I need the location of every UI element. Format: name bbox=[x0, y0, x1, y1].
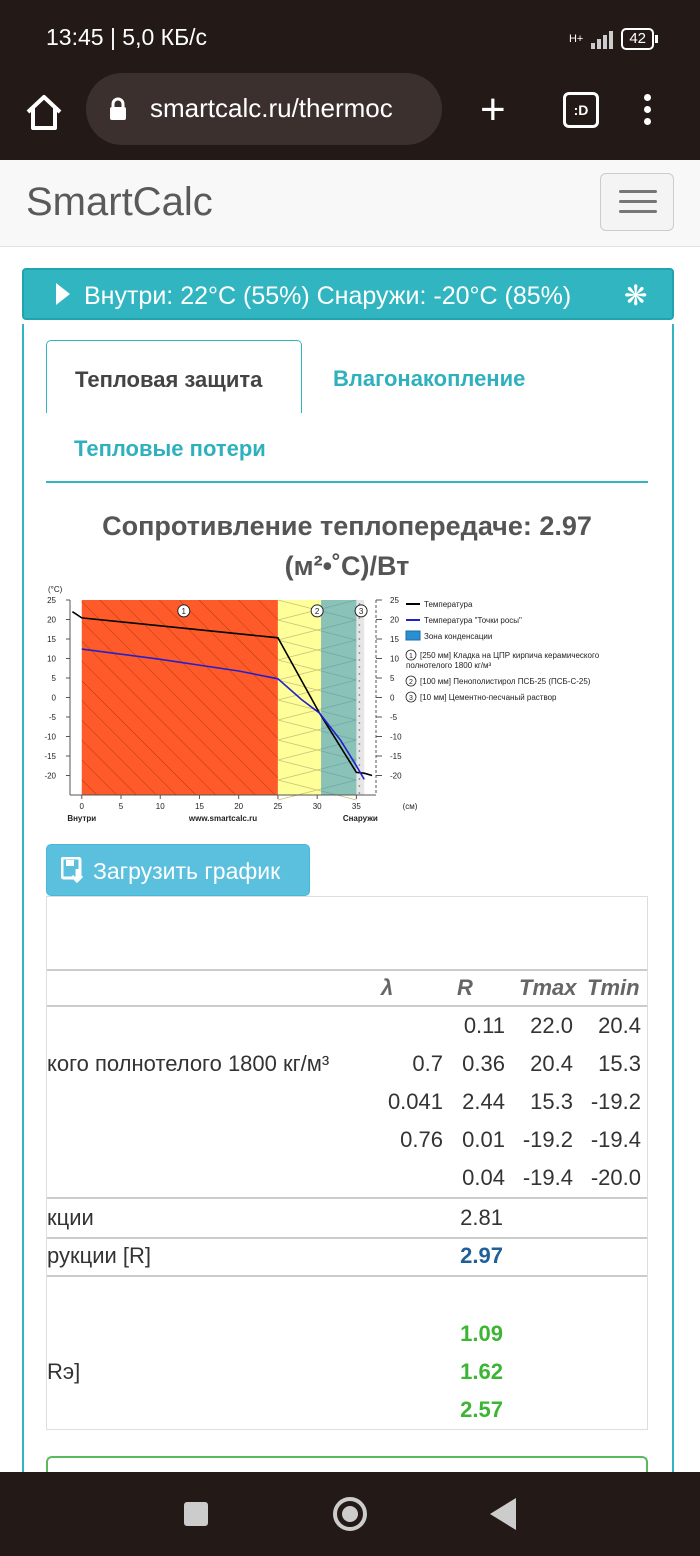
y-tick-label: 25 bbox=[47, 596, 56, 605]
layer-tmax: 15.3 bbox=[530, 1089, 573, 1114]
y-unit-label: (°C) bbox=[48, 585, 63, 594]
plaster-dot bbox=[358, 645, 360, 647]
plaster-dot bbox=[358, 736, 360, 738]
y-tick-label: -5 bbox=[48, 713, 56, 722]
x-label-site: www.smartcalc.ru bbox=[188, 814, 258, 823]
x-tick-label: 35 bbox=[351, 802, 361, 811]
y-tick-label-right: -5 bbox=[390, 713, 398, 722]
home-circle-icon[interactable] bbox=[333, 1497, 367, 1531]
layer-marker-label: 3 bbox=[358, 606, 364, 616]
header-tmax: Tmax bbox=[519, 975, 577, 1000]
play-icon bbox=[56, 283, 70, 305]
layers-table bbox=[46, 896, 648, 1430]
layer-tmin: 20.4 bbox=[598, 1013, 641, 1038]
legend-layer-number: 1 bbox=[409, 653, 413, 660]
x-label-inside: Внутри bbox=[67, 814, 97, 823]
y-tick-label-right: -20 bbox=[390, 771, 402, 781]
table-row bbox=[47, 1013, 648, 1049]
status-time: 13:45 | 5,0 КБ/с bbox=[46, 24, 208, 50]
layer-tmin: -20.0 bbox=[590, 1165, 641, 1190]
snowflake-icon: ❋ bbox=[624, 280, 648, 311]
layer-r: 2.44 bbox=[462, 1089, 505, 1114]
back-icon[interactable] bbox=[490, 1498, 516, 1530]
plaster-dot bbox=[358, 729, 360, 731]
x-tick-label: 5 bbox=[118, 802, 124, 811]
plaster-dot bbox=[358, 764, 360, 766]
download-icon bbox=[61, 857, 85, 883]
table-row bbox=[47, 1089, 648, 1125]
norm-value: 2.57 bbox=[460, 1397, 503, 1422]
material-layer bbox=[356, 600, 364, 795]
site-logo[interactable]: SmartCalc bbox=[26, 180, 213, 224]
x-tick-label: 30 bbox=[312, 802, 322, 811]
plaster-dot bbox=[358, 750, 360, 752]
new-tab-icon[interactable]: + bbox=[480, 85, 506, 134]
plaster-dot bbox=[358, 757, 360, 759]
tab-moisture[interactable]: Влагонакопление bbox=[333, 366, 526, 391]
temperature-chart bbox=[40, 580, 660, 830]
table-divider bbox=[47, 1275, 648, 1277]
table-row bbox=[47, 1127, 648, 1163]
plaster-dot bbox=[358, 680, 360, 682]
legend-temp-label: Температура bbox=[424, 600, 473, 609]
plaster-dot bbox=[358, 701, 360, 703]
climate-conditions-bar[interactable] bbox=[22, 268, 674, 320]
legend-zone-label: Зона конденсации bbox=[424, 632, 493, 641]
plaster-dot bbox=[358, 631, 360, 633]
battery-icon: 42 bbox=[621, 28, 654, 50]
table-row bbox=[47, 1051, 648, 1087]
table-divider bbox=[47, 1237, 648, 1239]
plaster-dot bbox=[358, 673, 360, 675]
plaster-dot bbox=[358, 687, 360, 689]
page-title bbox=[46, 506, 648, 586]
y-tick-label: -10 bbox=[44, 732, 56, 742]
climate-text: Внутри: 22°C (55%) Снаружи: -20°C (85%) bbox=[84, 282, 572, 310]
plaster-dot bbox=[358, 624, 360, 626]
plaster-dot bbox=[358, 785, 360, 787]
plaster-dot bbox=[358, 722, 360, 724]
legend-layer-number: 3 bbox=[409, 695, 413, 702]
sum-label: кции bbox=[47, 1205, 94, 1230]
layer-tmax: -19.4 bbox=[522, 1165, 573, 1190]
y-tick-label-right: -15 bbox=[390, 752, 402, 761]
x-tick-label: 20 bbox=[234, 802, 244, 811]
address-bar[interactable] bbox=[86, 73, 442, 145]
layer-lambda: 0.7 bbox=[412, 1051, 443, 1076]
total-label: рукции [R] bbox=[47, 1243, 152, 1268]
status-bar bbox=[0, 0, 700, 76]
tabs-divider bbox=[46, 481, 648, 483]
title-line-2: (м²•˚С)/Вт bbox=[284, 551, 410, 581]
layer-name: кого полнотелого 1800 кг/м³ bbox=[47, 1051, 330, 1076]
plaster-dot bbox=[358, 792, 360, 794]
y-tick-label-right: 20 bbox=[390, 615, 399, 625]
plaster-dot bbox=[358, 666, 360, 668]
hamburger-menu-button[interactable] bbox=[600, 173, 674, 231]
table-row bbox=[47, 1165, 648, 1201]
lock-icon bbox=[108, 97, 128, 121]
legend-dew-label: Температура "Точки росы" bbox=[424, 616, 522, 625]
y-tick-label: 20 bbox=[47, 615, 56, 625]
norm-value: 1.09 bbox=[460, 1321, 503, 1346]
layer-marker-label: 2 bbox=[314, 606, 320, 616]
download-label: Загрузить график bbox=[93, 858, 281, 884]
status-icons bbox=[569, 28, 654, 50]
layer-r: 0.04 bbox=[462, 1165, 505, 1190]
url-text: smartcalc.ru/thermoc bbox=[150, 93, 393, 123]
site-header bbox=[0, 160, 700, 247]
layer-tmax: 22.0 bbox=[530, 1013, 573, 1038]
header-tmin: Tmin bbox=[587, 975, 640, 1000]
table-divider bbox=[47, 969, 648, 971]
tab-heat-losses[interactable]: Тепловые потери bbox=[74, 436, 266, 461]
plaster-dot bbox=[358, 694, 360, 696]
download-chart-button[interactable] bbox=[46, 844, 310, 896]
home-icon[interactable] bbox=[22, 90, 66, 134]
plaster-dot bbox=[358, 659, 360, 661]
plaster-dot bbox=[358, 708, 360, 710]
y-tick-label-right: 0 bbox=[390, 693, 395, 703]
plaster-dot bbox=[358, 778, 360, 780]
y-tick-label: -15 bbox=[44, 752, 56, 761]
layer-lambda: 0.76 bbox=[400, 1127, 443, 1152]
layer-tmin: -19.2 bbox=[590, 1089, 641, 1114]
norm-label: Rэ] bbox=[47, 1359, 81, 1384]
title-line-1: Сопротивление теплопередаче: 2.97 bbox=[102, 511, 592, 541]
y-tick-label: 10 bbox=[47, 654, 56, 664]
layer-marker-label: 1 bbox=[181, 606, 186, 616]
layer-tmin: 15.3 bbox=[598, 1051, 641, 1076]
layer-hatch bbox=[82, 600, 278, 795]
plaster-dot bbox=[358, 617, 360, 619]
y-tick-label-right: -10 bbox=[390, 732, 402, 742]
y-tick-label: -20 bbox=[44, 771, 56, 781]
legend-layer-number: 2 bbox=[409, 679, 413, 686]
network-type: H+ bbox=[568, 33, 584, 45]
header-r: R bbox=[457, 975, 473, 1000]
more-menu-icon[interactable] bbox=[644, 94, 652, 130]
header-lambda: λ bbox=[381, 975, 394, 1000]
layer-tmax: 20.4 bbox=[530, 1051, 573, 1076]
plaster-dot bbox=[358, 715, 360, 717]
system-nav-bar bbox=[0, 1472, 700, 1556]
layer-tmax: -19.2 bbox=[522, 1127, 573, 1152]
norm-value: 1.62 bbox=[460, 1359, 503, 1384]
layer-r: 0.01 bbox=[462, 1127, 505, 1152]
x-tick-label: 25 bbox=[273, 802, 283, 811]
tab-label: Тепловая защита bbox=[75, 367, 263, 392]
tab-switcher-button[interactable]: :D bbox=[563, 92, 599, 128]
y-tick-label-right: 10 bbox=[390, 654, 399, 664]
x-tick-label: 10 bbox=[155, 802, 165, 811]
legend-zone-swatch bbox=[406, 631, 420, 640]
plaster-dot bbox=[358, 638, 360, 640]
y-tick-label-right: 25 bbox=[390, 596, 399, 605]
legend-layer-label: [100 мм] Пенополистирол ПСБ-25 (ПСБ-С-25) bbox=[420, 677, 591, 686]
total-value: 2.97 bbox=[460, 1243, 503, 1268]
browser-toolbar bbox=[0, 76, 700, 160]
y-tick-label: 15 bbox=[47, 635, 56, 644]
layer-lambda: 0.041 bbox=[387, 1089, 443, 1114]
plaster-dot bbox=[358, 652, 360, 654]
tab-thermal-protection[interactable] bbox=[46, 340, 302, 413]
sum-value: 2.81 bbox=[460, 1205, 503, 1230]
table-divider bbox=[47, 1005, 648, 1007]
y-tick-label: 5 bbox=[51, 674, 56, 683]
table-divider bbox=[47, 1197, 648, 1199]
recents-icon[interactable] bbox=[184, 1502, 208, 1526]
legend-layer-label: [250 мм] Кладка на ЦПР кирпича керамического bbox=[420, 651, 600, 660]
x-unit-label: (см) bbox=[402, 802, 418, 811]
y-tick-label-right: 5 bbox=[390, 674, 395, 683]
layer-r: 0.11 bbox=[463, 1013, 505, 1038]
x-label-outside: Снаружи bbox=[342, 814, 378, 823]
legend-layer-label-cont: полнотелого 1800 кг/м³ bbox=[406, 661, 492, 670]
condensation-zone bbox=[321, 600, 356, 795]
plaster-dot bbox=[358, 743, 360, 745]
y-tick-label: 0 bbox=[51, 693, 56, 703]
y-tick-label-right: 15 bbox=[390, 635, 399, 644]
layer-tmin: -19.4 bbox=[590, 1127, 641, 1152]
x-tick-label: 0 bbox=[79, 802, 84, 811]
layer-r: 0.36 bbox=[462, 1051, 505, 1076]
x-tick-label: 15 bbox=[195, 802, 204, 811]
legend-layer-label: [10 мм] Цементно-песчаный раствор bbox=[420, 693, 557, 702]
signal-icon bbox=[591, 29, 613, 49]
